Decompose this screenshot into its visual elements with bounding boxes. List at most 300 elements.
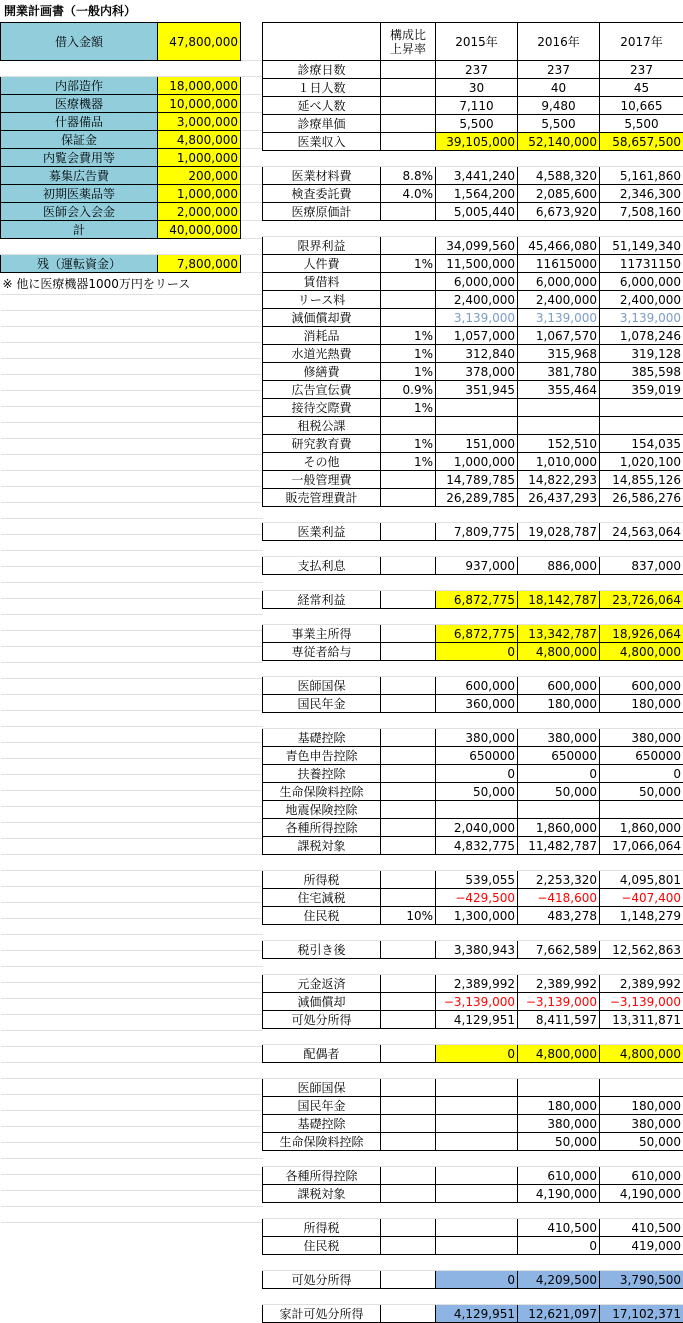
plan-rate	[381, 1011, 436, 1029]
plan-item-label	[263, 1151, 381, 1167]
plan-value-2016	[518, 661, 600, 677]
blank-row	[1, 839, 263, 855]
plan-value-2015	[436, 1115, 518, 1133]
blank-cell	[158, 391, 241, 407]
plan-value-2017: 380,000	[600, 1115, 683, 1133]
blank-row	[1, 327, 263, 343]
empty-cell	[241, 95, 263, 113]
plan-value-2015: 3,441,240	[436, 167, 518, 185]
blank-cell	[1, 807, 158, 823]
plan-rate	[381, 61, 436, 79]
blank-cell	[158, 663, 241, 679]
blank-cell	[158, 871, 241, 887]
blank-cell	[158, 999, 241, 1015]
plan-value-2016: −418,600	[518, 889, 600, 907]
plan-value-2017: 7,508,160	[600, 203, 683, 221]
plan-value-2015	[436, 609, 518, 625]
empty-cell	[241, 167, 263, 185]
plan-item-label: 住民税	[263, 907, 381, 925]
blank-cell	[241, 759, 263, 775]
plan-value-2016: 11615000	[518, 255, 600, 273]
blank-cell	[241, 599, 263, 615]
blank-cell	[158, 311, 241, 327]
plan-item-label: 租税公課	[263, 417, 381, 435]
funding-label: 初期医薬品等	[1, 185, 158, 203]
plan-value-2015: 539,055	[436, 871, 518, 889]
plan-value-2016: 14,822,293	[518, 471, 600, 489]
blank-cell	[158, 1063, 241, 1079]
plan-value-2017: 4,095,801	[600, 871, 683, 889]
blank-row	[1, 887, 263, 903]
plan-item-label	[263, 925, 381, 941]
plan-value-2016: 237	[518, 61, 600, 79]
plan-value-2015: 7,809,775	[436, 523, 518, 541]
blank-cell	[158, 471, 241, 487]
blank-cell	[158, 1127, 241, 1143]
blank-cell	[1, 1015, 158, 1031]
plan-item-label	[263, 1203, 381, 1219]
plan-row	[263, 363, 683, 381]
funding-loan-row	[1, 23, 263, 61]
plan-rate	[381, 661, 436, 677]
blank-cell	[241, 1191, 263, 1207]
plan-rate	[381, 309, 436, 327]
blank-cell	[1, 567, 158, 583]
plan-value-2016: 11,482,787	[518, 837, 600, 855]
plan-rate	[381, 1029, 436, 1045]
plan-value-2017	[600, 399, 683, 417]
blank-cell	[158, 775, 241, 791]
plan-row	[263, 1011, 683, 1029]
plan-rate	[381, 819, 436, 837]
plan-value-2015	[436, 661, 518, 677]
funding-label: 什器備品	[1, 113, 158, 131]
blank-cell	[1, 343, 158, 359]
blank-cell	[1, 775, 158, 791]
plan-row	[263, 507, 683, 523]
blank-row	[1, 631, 263, 647]
plan-value-2016: 50,000	[518, 783, 600, 801]
blank-cell	[158, 695, 241, 711]
blank-cell	[241, 503, 263, 519]
plan-value-2017: 385,598	[600, 363, 683, 381]
plan-item-label: 医師国保	[263, 1079, 381, 1097]
plan-value-2017	[600, 417, 683, 435]
plan-value-2017	[600, 507, 683, 523]
plan-row	[263, 591, 683, 609]
plan-value-2017: 419,000	[600, 1237, 683, 1255]
blank-row	[1, 1063, 263, 1079]
plan-row	[263, 309, 683, 327]
plan-rate	[381, 1115, 436, 1133]
blank-cell	[1, 983, 158, 999]
blank-cell	[1, 855, 158, 871]
plan-table	[262, 22, 683, 1323]
plan-value-2017	[600, 959, 683, 975]
plan-item-label: 扶養控除	[263, 765, 381, 783]
blank-cell	[158, 983, 241, 999]
funding-label: 医師会入会金	[1, 203, 158, 221]
plan-item-label: 減価償却費	[263, 309, 381, 327]
plan-value-2016: 355,464	[518, 381, 600, 399]
plan-rate	[381, 959, 436, 975]
plan-item-label: 事業主所得	[263, 625, 381, 643]
plan-rate	[381, 975, 436, 993]
funding-item-row	[1, 77, 263, 95]
blank-cell	[241, 375, 263, 391]
blank-cell	[241, 1015, 263, 1031]
plan-rate	[381, 1237, 436, 1255]
blank-row	[1, 967, 263, 983]
plan-value-2015	[436, 1185, 518, 1203]
plan-rate	[381, 221, 436, 237]
blank-row	[1, 535, 263, 551]
plan-rate	[381, 489, 436, 507]
plan-rate	[381, 1151, 436, 1167]
empty-cell	[241, 23, 263, 61]
plan-value-2016: 180,000	[518, 1097, 600, 1115]
funding-item-row	[1, 95, 263, 113]
plan-rate	[381, 713, 436, 729]
blank-cell	[241, 391, 263, 407]
plan-value-2015: 4,832,775	[436, 837, 518, 855]
blank-row	[1, 471, 263, 487]
blank-cell	[241, 967, 263, 983]
plan-row	[263, 381, 683, 399]
plan-row	[263, 221, 683, 237]
blank-row	[1, 727, 263, 743]
plan-rate	[381, 1185, 436, 1203]
plan-row	[263, 133, 683, 151]
plan-value-2017	[600, 801, 683, 819]
blank-row	[1, 551, 263, 567]
blank-cell	[1, 935, 158, 951]
funding-value: 4,800,000	[158, 131, 241, 149]
plan-value-2015	[436, 1255, 518, 1271]
blank-row	[1, 743, 263, 759]
plan-value-2017: 50,000	[600, 783, 683, 801]
blank-row	[1, 1143, 263, 1159]
empty-cell	[241, 113, 263, 131]
plan-row	[263, 541, 683, 557]
blank-cell	[241, 727, 263, 743]
funding-total-row	[1, 221, 263, 239]
blank-row	[1, 647, 263, 663]
plan-value-2017: 1,860,000	[600, 819, 683, 837]
plan-row	[263, 1097, 683, 1115]
plan-value-2015	[436, 1151, 518, 1167]
funding-note: ※ 他に医療機器1000万円をリース	[1, 273, 263, 295]
blank-row	[1, 1207, 263, 1223]
blank-row	[1, 695, 263, 711]
plan-rate	[381, 591, 436, 609]
plan-row	[263, 255, 683, 273]
blank-cell	[1, 679, 158, 695]
plan-value-2016	[518, 399, 600, 417]
plan-item-label	[263, 575, 381, 591]
blank-cell	[241, 1111, 263, 1127]
blank-cell	[1, 711, 158, 727]
blank-cell	[1, 359, 158, 375]
plan-row	[263, 819, 683, 837]
plan-row	[263, 1219, 683, 1237]
plan-rate	[381, 97, 436, 115]
blank-cell	[158, 855, 241, 871]
blank-cell	[1, 519, 158, 535]
plan-item-label: 可処分所得	[263, 1271, 381, 1289]
header-item-cell	[263, 23, 381, 61]
plan-value-2017: 58,657,500	[600, 133, 683, 151]
plan-item-label: 限界利益	[263, 237, 381, 255]
plan-item-label	[263, 609, 381, 625]
plan-rate: 1%	[381, 327, 436, 345]
plan-rate	[381, 677, 436, 695]
blank-cell	[158, 1095, 241, 1111]
plan-value-2015: 5,500	[436, 115, 518, 133]
plan-value-2016: 4,209,500	[518, 1271, 600, 1289]
plan-value-2016	[518, 221, 600, 237]
blank-cell	[158, 359, 241, 375]
plan-value-2015: 380,000	[436, 729, 518, 747]
plan-rate	[381, 1063, 436, 1079]
plan-item-label	[263, 1255, 381, 1271]
funding-value: 1,000,000	[158, 149, 241, 167]
blank-cell	[241, 679, 263, 695]
plan-item-label: 基礎控除	[263, 1115, 381, 1133]
plan-rate	[381, 1167, 436, 1185]
plan-rate	[381, 729, 436, 747]
blank-cell	[241, 631, 263, 647]
blank-cell	[241, 1175, 263, 1191]
empty-cell	[241, 255, 263, 273]
blank-row	[1, 1079, 263, 1095]
blank-cell	[241, 1079, 263, 1095]
blank-cell	[158, 759, 241, 775]
plan-item-label: 医業利益	[263, 523, 381, 541]
blank-row	[1, 871, 263, 887]
plan-value-2017: 4,190,000	[600, 1185, 683, 1203]
plan-value-2016	[518, 417, 600, 435]
plan-row	[263, 1237, 683, 1255]
plan-item-label: 可処分所得	[263, 1011, 381, 1029]
blank-cell	[241, 855, 263, 871]
blank-cell	[158, 439, 241, 455]
plan-row	[263, 327, 683, 345]
plan-value-2016: 4,588,320	[518, 167, 600, 185]
plan-rate	[381, 993, 436, 1011]
plan-rate	[381, 747, 436, 765]
plan-value-2016: 12,621,097	[518, 1305, 600, 1323]
plan-rate	[381, 115, 436, 133]
blank-cell	[241, 903, 263, 919]
blank-cell	[1, 455, 158, 471]
blank-cell	[1, 759, 158, 775]
header-rate-line1: 構成比	[389, 27, 426, 42]
plan-row	[263, 695, 683, 713]
blank-cell	[241, 487, 263, 503]
plan-rate	[381, 1289, 436, 1305]
plan-value-2016	[518, 1203, 600, 1219]
plan-item-label: 元金返済	[263, 975, 381, 993]
blank-cell	[158, 727, 241, 743]
blank-row	[1, 295, 263, 311]
plan-value-2016: 26,437,293	[518, 489, 600, 507]
plan-value-2015: 5,005,440	[436, 203, 518, 221]
plan-row	[263, 1115, 683, 1133]
plan-row	[263, 941, 683, 959]
blank-cell	[1, 1207, 158, 1223]
blank-row	[1, 375, 263, 391]
plan-row	[263, 975, 683, 993]
blank-row	[1, 1111, 263, 1127]
plan-value-2017: 610,000	[600, 1167, 683, 1185]
plan-value-2017	[600, 1289, 683, 1305]
plan-item-label: 医療原価計	[263, 203, 381, 221]
plan-row	[263, 203, 683, 221]
blank-row	[1, 1015, 263, 1031]
blank-cell	[1, 951, 158, 967]
plan-rate	[381, 783, 436, 801]
plan-value-2015: 0	[436, 643, 518, 661]
funding-item-row	[1, 185, 263, 203]
plan-row	[263, 747, 683, 765]
plan-value-2016: 886,000	[518, 557, 600, 575]
blank-cell	[158, 375, 241, 391]
plan-rate	[381, 557, 436, 575]
blank-row	[1, 775, 263, 791]
plan-value-2015	[436, 1079, 518, 1097]
plan-value-2016: 483,278	[518, 907, 600, 925]
blank-cell	[158, 487, 241, 503]
plan-rate: 0.9%	[381, 381, 436, 399]
blank-cell	[158, 1175, 241, 1191]
plan-value-2015: 312,840	[436, 345, 518, 363]
plan-rate	[381, 471, 436, 489]
plan-value-2016: 152,510	[518, 435, 600, 453]
plan-item-label: 課税対象	[263, 1185, 381, 1203]
plan-value-2015: 1,300,000	[436, 907, 518, 925]
blank-cell	[158, 1207, 241, 1223]
plan-row	[263, 625, 683, 643]
plan-value-2017: 4,800,000	[600, 1045, 683, 1063]
blank-cell	[1, 663, 158, 679]
blank-cell	[241, 535, 263, 551]
plan-row	[263, 889, 683, 907]
blank-cell	[241, 1063, 263, 1079]
blank-row	[1, 663, 263, 679]
plan-value-2017: 154,035	[600, 435, 683, 453]
plan-item-label: 生命保険料控除	[263, 783, 381, 801]
plan-value-2016: 0	[518, 765, 600, 783]
funding-value: 7,800,000	[158, 255, 241, 273]
blank-cell	[1, 1079, 158, 1095]
plan-rate	[381, 855, 436, 871]
empty-cell	[241, 221, 263, 239]
plan-item-label	[263, 1289, 381, 1305]
blank-cell	[241, 311, 263, 327]
plan-value-2015: 34,099,560	[436, 237, 518, 255]
plan-value-2015: 4,129,951	[436, 1011, 518, 1029]
plan-value-2015	[436, 801, 518, 819]
plan-rate: 1%	[381, 363, 436, 381]
plan-value-2015	[436, 1097, 518, 1115]
blank-cell	[158, 935, 241, 951]
blank-cell	[241, 775, 263, 791]
plan-value-2016: 19,028,787	[518, 523, 600, 541]
plan-rate	[381, 837, 436, 855]
plan-value-2015: 4,129,951	[436, 1305, 518, 1323]
plan-row	[263, 167, 683, 185]
blank-row	[1, 487, 263, 503]
plan-rate: 4.0%	[381, 185, 436, 203]
blank-cell	[241, 823, 263, 839]
blank-row	[1, 519, 263, 535]
blank-cell	[1, 239, 158, 255]
blank-row	[1, 999, 263, 1015]
plan-value-2017: 410,500	[600, 1219, 683, 1237]
funding-label: 残（運転資金）	[1, 255, 158, 273]
plan-value-2017: 10,665	[600, 97, 683, 115]
blank-cell	[241, 423, 263, 439]
plan-value-2017: 837,000	[600, 557, 683, 575]
plan-value-2016: 50,000	[518, 1133, 600, 1151]
plan-value-2016: 6,673,920	[518, 203, 600, 221]
blank-row	[1, 1047, 263, 1063]
plan-row	[263, 523, 683, 541]
plan-item-label: 青色申告控除	[263, 747, 381, 765]
blank-cell	[241, 407, 263, 423]
plan-rate	[381, 925, 436, 941]
plan-value-2017: 180,000	[600, 1097, 683, 1115]
plan-value-2015	[436, 1237, 518, 1255]
plan-item-label	[263, 507, 381, 523]
plan-rate	[381, 1079, 436, 1097]
plan-value-2015: 3,380,943	[436, 941, 518, 959]
plan-value-2017: 17,066,064	[600, 837, 683, 855]
blank-row	[1, 567, 263, 583]
blank-cell	[241, 839, 263, 855]
plan-value-2015: 0	[436, 1045, 518, 1063]
plan-value-2016: 18,142,787	[518, 591, 600, 609]
blank-cell	[1, 1063, 158, 1079]
plan-item-label: 医業収入	[263, 133, 381, 151]
plan-value-2017: 18,926,064	[600, 625, 683, 643]
plan-row	[263, 79, 683, 97]
plan-value-2016: 180,000	[518, 695, 600, 713]
plan-value-2017: 2,346,300	[600, 185, 683, 203]
plan-value-2015: 6,000,000	[436, 273, 518, 291]
plan-row	[263, 399, 683, 417]
blank-cell	[158, 535, 241, 551]
blank-cell	[1, 999, 158, 1015]
plan-item-label	[263, 1063, 381, 1079]
blank-cell	[1, 295, 158, 311]
blank-cell	[1, 61, 158, 77]
plan-row	[263, 959, 683, 975]
blank-cell	[1, 823, 158, 839]
plan-value-2016: −3,139,000	[518, 993, 600, 1011]
plan-value-2017: 6,000,000	[600, 273, 683, 291]
plan-value-2016: 2,253,320	[518, 871, 600, 889]
blank-cell	[158, 583, 241, 599]
blank-cell	[241, 295, 263, 311]
plan-item-label: 課税対象	[263, 837, 381, 855]
blank-cell	[1, 727, 158, 743]
blank-row	[1, 1031, 263, 1047]
plan-value-2015	[436, 1133, 518, 1151]
funding-label: 計	[1, 221, 158, 239]
plan-item-label: 所得税	[263, 871, 381, 889]
